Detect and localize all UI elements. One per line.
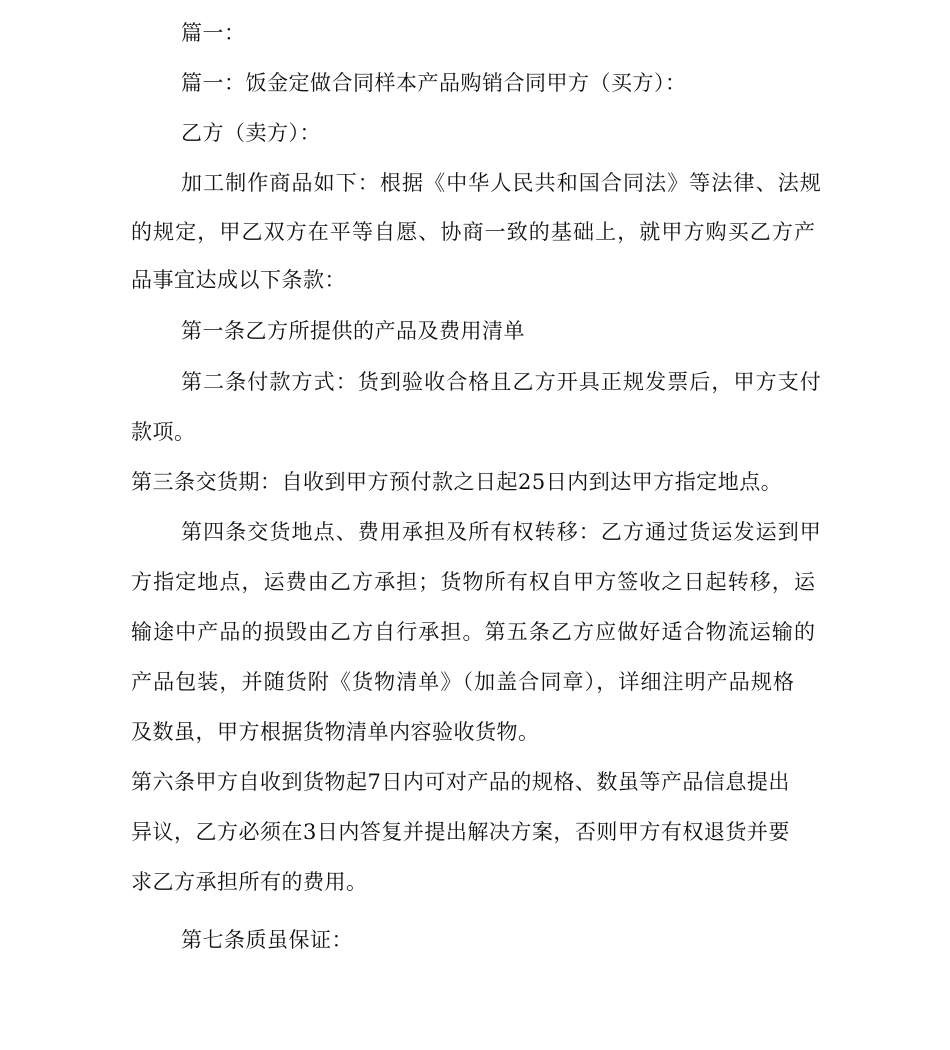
article-4-line-3: 输途中产品的损毁由乙方自行承担。第五条乙方应做好适合物流运输的 [131,620,817,644]
contract-title-line: 篇一：饭金定做合同样本产品购销合同甲方（买方）： [181,71,687,95]
preamble-line-1: 加工制作商品如下：根据《中华人民共和国合同法》等法律、法规 [181,171,822,195]
heading-part-one: 篇一： [181,21,246,45]
preamble-line-2: 的规定，甲乙双方在平等自愿、协商一致的基础上，就甲方购买乙方产 [131,220,817,244]
article-5-line-3: 及数虽，甲方根据货物清单内容验收货物。 [131,720,540,744]
article-6-line-3: 求乙方承担所有的费用。 [131,870,368,894]
article-6-line-1: 第六条甲方自收到货物起7日内可对产品的规格、数虽等产品信息提出 [131,770,790,794]
article-6-line-2: 异议，乙方必须在3日内答复并提出解决方案，否则甲方有权退货并要 [131,820,790,844]
preamble-line-3: 品事宜达成以下条款： [131,268,346,292]
article-2-line-1: 第二条付款方式：货到验收合格且乙方开具正规发票后，甲方支付 [181,370,822,394]
article-4-line-2: 方指定地点，运费由乙方承担；货物所有权自甲方签收之日起转移，运 [131,570,817,594]
party-b-line: 乙方（卖方）： [181,121,321,145]
article-2-line-2: 款项。 [131,420,196,444]
article-7-heading: 第七条质虽保证： [181,928,353,952]
article-5-line-2: 产品包装，并随货附《货物清单》（加盖合同章），详细注明产品规格 [131,670,796,694]
article-4-line-1: 第四条交货地点、费用承担及所有权转移：乙方通过货运发运到甲 [181,520,822,544]
article-3-line: 第三条交货期：自收到甲方预付款之日起25日内到达甲方指定地点。 [131,470,783,494]
article-1-line: 第一条乙方所提供的产品及费用清单 [181,319,525,343]
